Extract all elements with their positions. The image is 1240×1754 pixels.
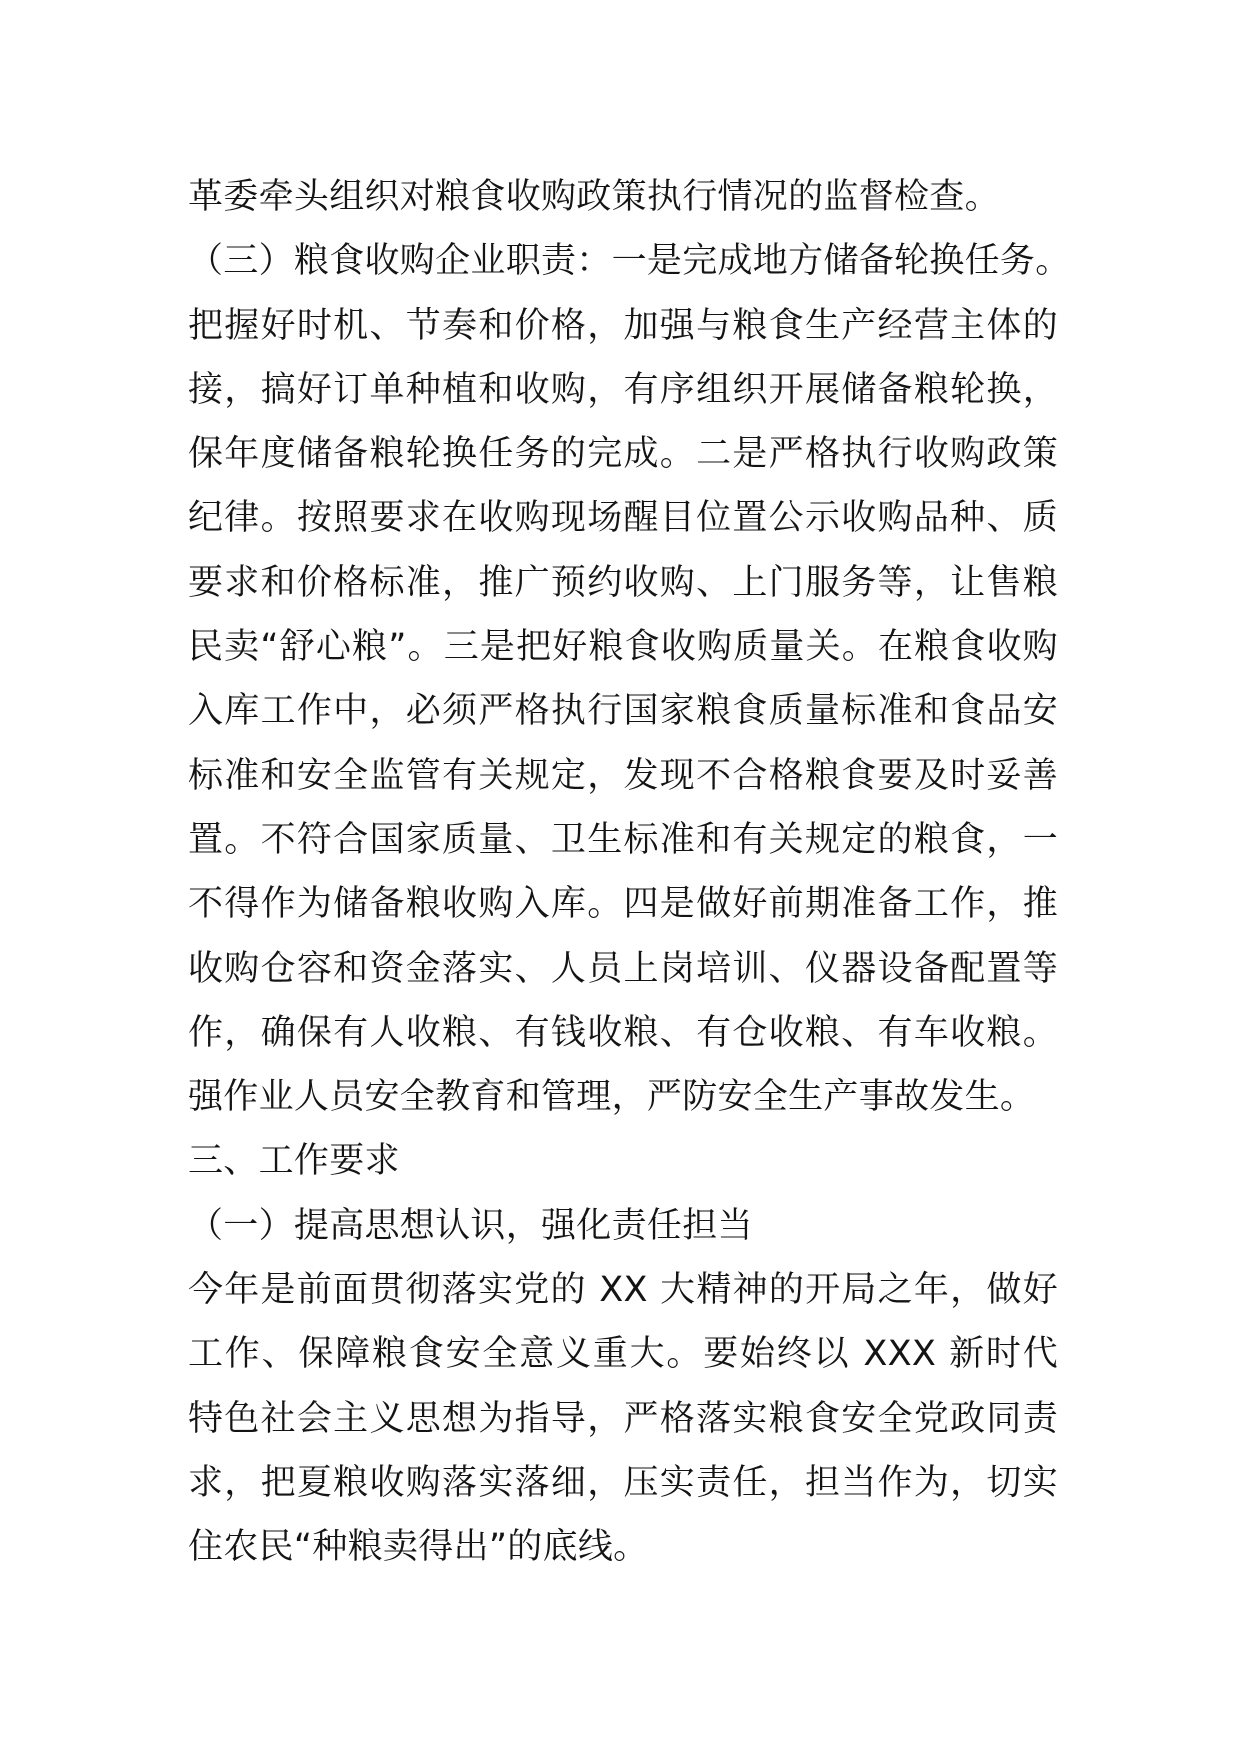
text-line: 特色社会主义思想为指导，严格落实粮食安全党政同责 (188, 1398, 1058, 1439)
text-line: 标准和安全监管有关规定，发现不合格粮食要及时妥善 (188, 755, 1058, 796)
text-line: 求，把夏粮收购落实落细，压实责任，担当作为，切实 (188, 1462, 1058, 1503)
text-line: 民卖“舒心粮”。三是把好粮食收购质量关。在粮食收购 (188, 627, 1058, 668)
text-line: 入库工作中，必须严格执行国家粮食质量标准和食品安 (188, 691, 1058, 732)
text-line: 收购仓容和资金落实、人员上岗培训、仪器设备配置等 (188, 948, 1058, 989)
text-line: （三）粮食收购企业职责：一是完成地方储备轮换任务。 (188, 241, 1071, 282)
text-line: 工作、保障粮食安全意义重大。要始终以 XXX 新时代 (188, 1334, 1058, 1375)
text-line: 把握好时机、节奏和价格，加强与粮食生产经营主体的 (188, 305, 1058, 346)
text-line: 今年是前面贯彻落实党的 XX 大精神的开局之年，做好 (188, 1270, 1058, 1311)
text-line: 强作业人员安全教育和管理，严防安全生产事故发生。 (188, 1077, 1036, 1118)
text-line: 接，搞好订单种植和收购，有序组织开展储备粮轮换， (188, 369, 1058, 410)
text-line: 要求和价格标准，推广预约收购、上门服务等，让售粮 (188, 562, 1058, 603)
text-line: 保年度储备粮轮换任务的完成。二是严格执行收购政策 (188, 434, 1058, 475)
subsection-heading: （一）提高思想认识，强化责任担当 (188, 1205, 753, 1246)
text-line: 住农民“种粮卖得出”的底线。 (188, 1527, 649, 1568)
text-line: 置。不符合国家质量、卫生标准和有关规定的粮食，一 (188, 819, 1058, 860)
text-line: 不得作为储备粮收购入库。四是做好前期准备工作，推 (188, 884, 1058, 925)
text-line: 革委牵头组织对粮食收购政策执行情况的监督检查。 (188, 177, 1000, 217)
document-body (188, 165, 1071, 1580)
text-line: 作，确保有人收粮、有钱收粮、有仓收粮、有车收粮。 (188, 1012, 1058, 1053)
text-line: 纪律。按照要求在收购现场醒目位置公示收购品种、质 (188, 498, 1058, 539)
section-heading: 三、工作要求 (188, 1141, 400, 1182)
